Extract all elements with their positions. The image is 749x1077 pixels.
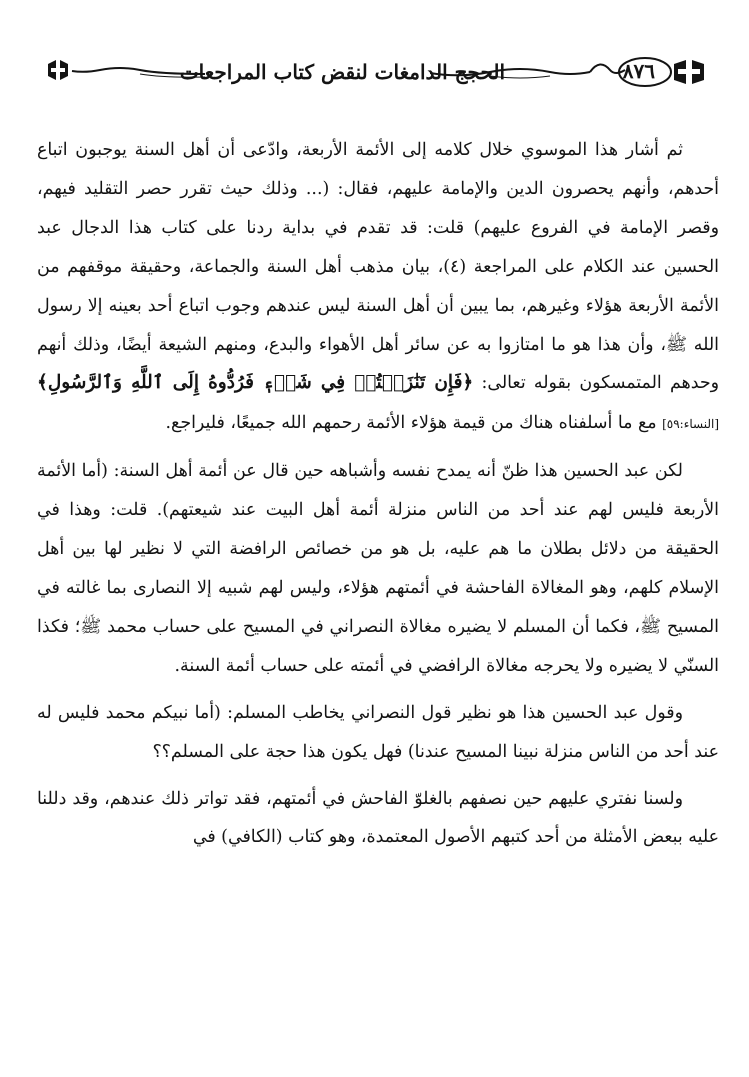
paragraph-text: ثم أشار هذا الموسوي خلال كلامه إلى الأئمة الأربعة، وادّعى أن أهل السنة يوجبون اتباع أحدهم، وأنهم يحصرون الدين والإمامة عليهم، فقال: (... وذلك حيث تقرر حصر التقليد فيهم، وقصر الإمامة في الفروع عليهم) قلت: قد تقدم في بداية ردنا على كتاب هذا الدجال عبد الحسين عند الكلام على المراجعة (٤)، بيان مذهب أهل السنة والجماعة، وحقيقة موقفهم من الأئمة الأربعة هؤلاء وغيرهم، بما يبين أن أهل السنة ليس عندهم وجوب اتباع أحد بعينه إلا رسول الله ﷺ، وأن هذا هو ما امتازوا به عن سائر أهل الأهواء والبدع، ومنهم الشيعة أيضًا، وذلك أنهم وحدهم المتمسكون بقوله تعالى:: [37, 140, 719, 394]
quran-verse: ﴿فَإِن تَنَٰزَعۡتُمۡ فِي شَيۡءٖ فَرُدُّوهُ إِلَى ٱللَّهِ وَٱلرَّسُولِ﴾: [37, 372, 474, 394]
paragraph: [37, 780, 719, 858]
body-text: [37, 131, 719, 857]
paragraph: [37, 452, 719, 685]
paragraph-text: مع ما أسلفناه هناك من قيمة هؤلاء الأئمة رحمهم الله جميعًا، فليراجع.: [165, 413, 663, 434]
header-ornament-right-icon: [430, 52, 710, 92]
paragraph-text: ولسنا نفتري عليهم حين نصفهم بالغلوّ الفاحش في أئمتهم، فقد تواتر ذلك عندهم، وقد دللنا عليه ببعض الأمثلة من أحد كتبهم الأصول المعتمدة، وهو كتاب (الكافي) في: [37, 788, 719, 848]
running-title: الحجج الدامغات لنقض كتاب المراجعات: [179, 60, 505, 84]
paragraph: [37, 694, 719, 772]
paragraph: [37, 131, 719, 444]
paragraph-text: لكن عبد الحسين هذا ظنّ أنه يمدح نفسه وأشباهه حين قال عن أئمة أهل السنة: (أما الأئمة الأربعة فليس لهم عند أحد من الناس منزلة أئمة أهل البيت عند شيعتهم). قلت: وهذا في الحقيقة من دلائل بطلان ما هم عليه، بل هو من خصائص الرافضة التي لا نظير لها بين أهل الإسلام كلهم، وهو المغالاة الفاحشة في أئمتهم هؤلاء، وليس لهم شبيه إلا النصارى بما غالته في المسيح ﷺ، فكما أن المسلم لا يضيره مغالاة النصراني في المسيح على حساب محمد ﷺ؛ فكذا السنّي لا يضيره ولا يحرجه مغالاة الرافضي في أئمته على حساب أئمة السنة.: [37, 461, 719, 676]
paragraph-text: وقول عبد الحسين هذا هو نظير قول النصراني يخاطب المسلم: (أما نبيكم محمد فليس له عند أحد من الناس منزلة نبينا المسيح عندنا) فهل يكون هذا حجة على المسلم؟؟: [37, 702, 719, 762]
verse-reference: [النساء:٥٩]: [662, 417, 719, 432]
running-header: [40, 52, 710, 96]
page-number: ٨٧٦: [622, 59, 655, 83]
